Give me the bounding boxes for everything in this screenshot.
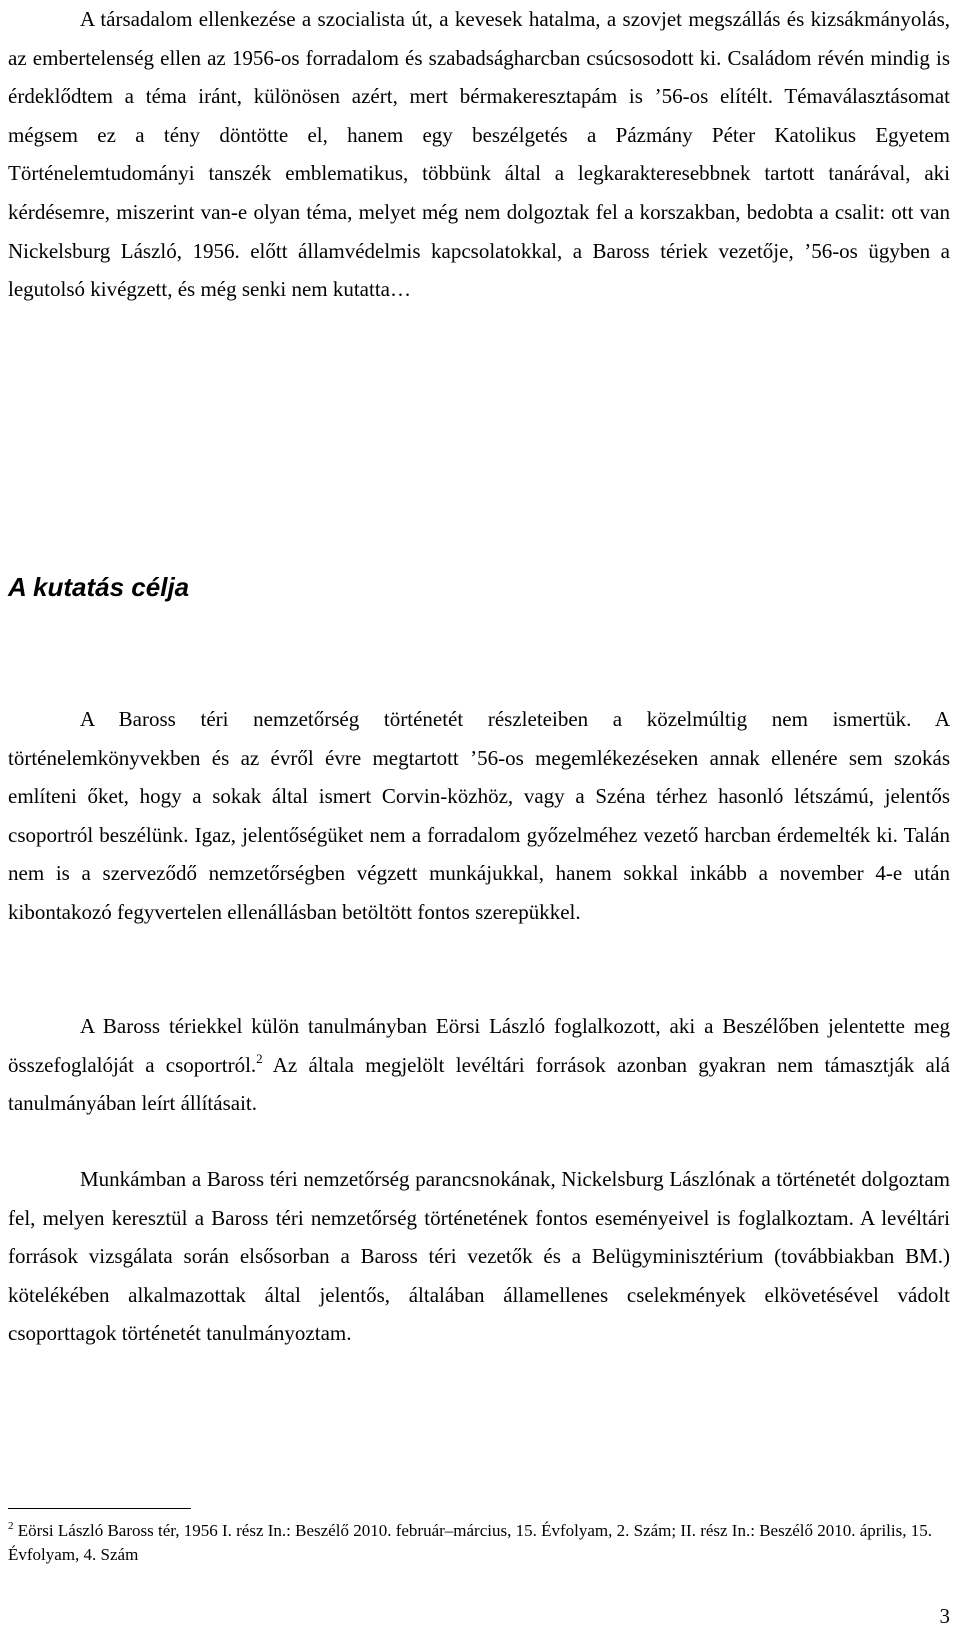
footnote-number: 2 (8, 1520, 14, 1532)
paragraph-3-text-after-ref: Az általa megjelölt levéltári források azonban gyakran nem támasztják alá tanulmányában leírt állításait. (8, 1052, 950, 1116)
body-paragraph-3 (8, 1007, 950, 1123)
footnote-reference[interactable]: 2 (256, 1050, 263, 1066)
body-paragraph-4: Munkámban a Baross téri nemzetőrség parancsnokának, Nickelsburg Lászlónak a történetét dolgoztam fel, melyen keresztül a Baross téri nemzetőrség történetének fontos eseményeivel is foglalkoztam. A levéltári források vizsgálata során elsősorban a Baross téri vezetők és a Belügyminisztérium (továbbiakban BM.) kötelékében alkalmazottak által jelentős, általában államellenes cselekmények elkövetésével vádolt csoporttagok történetét tanulmányoztam. (8, 1167, 950, 1346)
body-paragraph-2: A Baross téri nemzetőrség történetét részleteiben a közelmúltig nem ismertük. A történelemkönyvekben és az évről évre megtartott ’56-os megemlékezéseken annak ellenére sem szokás említeni őket, hogy a sokak által ismert Corvin-közhöz, vagy a Széna térhez hasonló létszámú, jelentős csoportról beszélünk. Igaz, jelentőségüket nem a forradalom győzelméhez vezető harcban érdemelték ki. Talán nem is a szerveződő nemzetőrségben végzett munkájukkal, hanem sokkal inkább a november 4-e után kibontakozó fegyvertelen ellenállásban betöltött fontos szerepükkel. (8, 707, 950, 924)
footnote-text: Eörsi László Baross tér, 1956 I. rész In.: Beszélő 2010. február–március, 15. Évfolyam, 2. Szám; II. rész In.: Beszélő 2010. április, 15. Évfolyam, 4. Szám (8, 1521, 932, 1564)
page-number: 3 (939, 1604, 950, 1628)
footnote (8, 1519, 950, 1567)
footnote-separator (8, 1508, 191, 1509)
body-paragraph-1: A társadalom ellenkezése a szocialista út, a kevesek hatalma, a szovjet megszállás és kizsákmányolás, az embertelenség ellen az 1956-os forradalom és szabadságharcban csúcsosodott ki. Családom révén mindig is érdeklődtem a téma iránt, különösen azért, mert bérmakeresztapám is ’56-os elítélt. Témaválasztásomat mégsem ez a tény döntötte el, hanem egy beszélgetés a Pázmány Péter Katolikus Egyetem Történelemtudományi tanszék emblematikus, többünk által a legkarakteresebbnek tartott tanárával, aki kérdésemre, miszerint van-e olyan téma, melyet még nem dolgoztak fel a korszakban, bedobta a csalit: ott van Nickelsburg László, 1956. előtt államvédelmis kapcsolatokkal, a Baross tériek vezetője, ’56-os ügyben a legutolsó kivégzett, és még senki nem kutatta… (8, 7, 950, 302)
paragraph-3-text-before-ref: A Baross tériekkel külön tanulmányban Eörsi László foglalkozott, aki a Beszélőben jelentette meg összefoglalóját a csoportról. (8, 1014, 950, 1077)
section-heading: A kutatás célja (8, 572, 190, 602)
